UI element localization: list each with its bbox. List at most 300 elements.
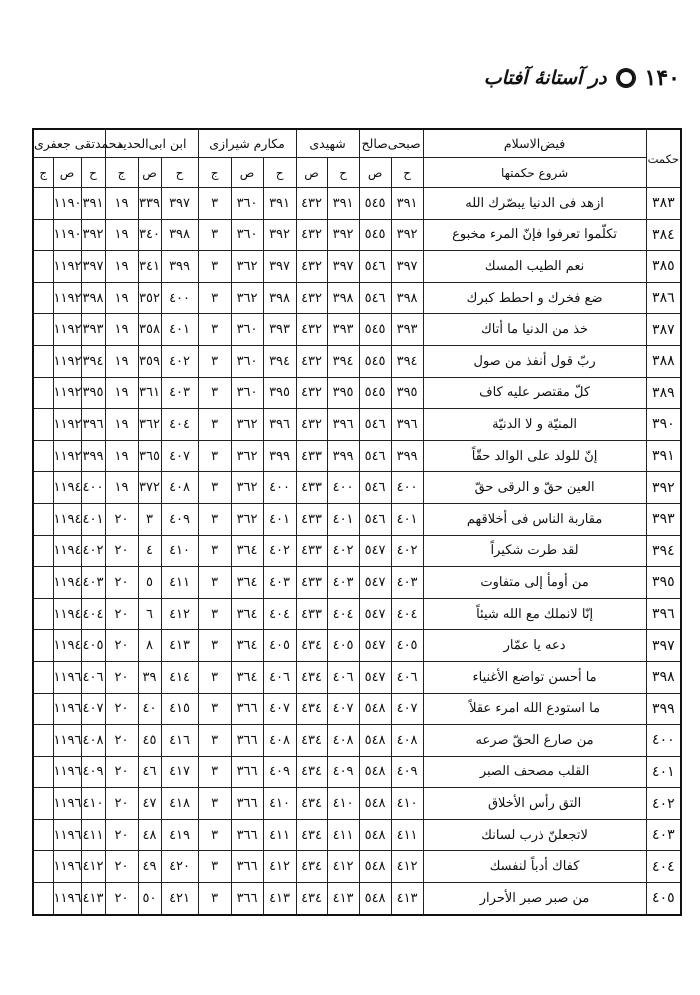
cell-hikmat-number: ٤٠٢ xyxy=(646,788,681,820)
cell-makarem-j: ٣ xyxy=(198,819,231,851)
cell-subhi-h: ٣٩٨ xyxy=(391,282,423,314)
cell-jafari-j xyxy=(33,251,53,283)
cell-makarem-j: ٣ xyxy=(198,314,231,346)
cell-jafari-h: ٤٠١ xyxy=(81,503,105,535)
cell-hikmat-opening: ربّ قول أنفذ من صول xyxy=(423,345,646,377)
cell-makarem-h: ٣٩٣ xyxy=(263,314,296,346)
cell-ibn-abi-al-hadid-s: ٣٧٢ xyxy=(138,472,161,504)
cell-shahidi-s: ٤٣٢ xyxy=(296,188,327,220)
source-ibn-abi-al-hadid: ابن ابی‌الحدید xyxy=(105,129,198,158)
cell-ibn-abi-al-hadid-h: ٤١٤ xyxy=(161,661,198,693)
cell-shahidi-h: ٣٩٥ xyxy=(327,377,359,409)
cell-ibn-abi-al-hadid-s: ٣٩ xyxy=(138,661,161,693)
cell-shahidi-s: ٤٣٤ xyxy=(296,630,327,662)
cell-subhi-h: ٤٠٩ xyxy=(391,756,423,788)
cell-shahidi-h: ٤٠١ xyxy=(327,503,359,535)
cell-jafari-j xyxy=(33,567,53,599)
cell-makarem-h: ٣٩٤ xyxy=(263,345,296,377)
table-row xyxy=(33,661,681,693)
cell-jafari-s: ١١٩٦ xyxy=(53,693,81,725)
cell-jafari-j xyxy=(33,345,53,377)
cell-jafari-j xyxy=(33,282,53,314)
cell-makarem-s: ٣٦٢ xyxy=(231,282,263,314)
cell-hikmat-number: ٣٩٠ xyxy=(646,409,681,441)
cell-ibn-abi-al-hadid-s: ٣٦١ xyxy=(138,377,161,409)
cell-jafari-j xyxy=(33,693,53,725)
cell-shahidi-h: ٤٠٣ xyxy=(327,567,359,599)
cell-jafari-s: ١١٩٦ xyxy=(53,851,81,883)
cell-ibn-abi-al-hadid-s: ٤٧ xyxy=(138,788,161,820)
cell-hikmat-opening: مقاربة الناس فى أخلاقهم xyxy=(423,503,646,535)
cell-jafari-j xyxy=(33,725,53,757)
sub-header-h: ح xyxy=(161,158,198,188)
cell-hikmat-number: ٣٩٤ xyxy=(646,535,681,567)
cell-ibn-abi-al-hadid-s: ٣٦٥ xyxy=(138,440,161,472)
sub-header-j: ج xyxy=(198,158,231,188)
cell-subhi-s: ٥٤٨ xyxy=(359,883,391,915)
sub-header-h: ح xyxy=(391,158,423,188)
cell-ibn-abi-al-hadid-s: ٣٥٩ xyxy=(138,345,161,377)
book-title: در آستانهٔ آفتاب xyxy=(483,67,607,89)
cell-jafari-j xyxy=(33,851,53,883)
cell-jafari-j xyxy=(33,630,53,662)
cell-hikmat-opening: ما استودع الله امرء عقلاً xyxy=(423,693,646,725)
cell-makarem-j: ٣ xyxy=(198,725,231,757)
cell-shahidi-s: ٤٣٢ xyxy=(296,219,327,251)
cell-subhi-s: ٥٤٦ xyxy=(359,472,391,504)
cell-subhi-s: ٥٤٥ xyxy=(359,377,391,409)
sub-header-text-column: شروع حکمتها xyxy=(423,158,646,188)
cell-shahidi-h: ٤١١ xyxy=(327,819,359,851)
cell-subhi-h: ٤٠٦ xyxy=(391,661,423,693)
cell-makarem-s: ٣٦٢ xyxy=(231,251,263,283)
cell-shahidi-s: ٤٣٤ xyxy=(296,851,327,883)
cell-shahidi-h: ٤٠٤ xyxy=(327,598,359,630)
cell-subhi-h: ٣٩٧ xyxy=(391,251,423,283)
cell-makarem-h: ٣٩٥ xyxy=(263,377,296,409)
cell-shahidi-h: ٤٠٩ xyxy=(327,756,359,788)
table-row xyxy=(33,535,681,567)
cell-subhi-s: ٥٤٨ xyxy=(359,725,391,757)
table-row xyxy=(33,440,681,472)
cell-jafari-j xyxy=(33,756,53,788)
cell-ibn-abi-al-hadid-s: ٤٥ xyxy=(138,725,161,757)
sub-header-j: ج xyxy=(33,158,53,188)
cell-makarem-s: ٣٦٢ xyxy=(231,472,263,504)
sub-header-s: ص xyxy=(138,158,161,188)
sub-header-s: ص xyxy=(53,158,81,188)
cell-hikmat-number: ٣٨٩ xyxy=(646,377,681,409)
cell-makarem-h: ٤٠١ xyxy=(263,503,296,535)
cell-jafari-s: ١١٩٤ xyxy=(53,535,81,567)
cell-subhi-s: ٥٤٦ xyxy=(359,251,391,283)
cell-hikmat-opening: من أومأ إلى متفاوت xyxy=(423,567,646,599)
cell-hikmat-opening: دعه يا عمّار xyxy=(423,630,646,662)
cell-hikmat-opening: التق رأس الأخلاق xyxy=(423,788,646,820)
cell-jafari-s: ١١٩٢ xyxy=(53,345,81,377)
cell-subhi-s: ٥٤٧ xyxy=(359,535,391,567)
cell-shahidi-s: ٤٣٢ xyxy=(296,251,327,283)
cell-ibn-abi-al-hadid-j: ١٩ xyxy=(105,345,138,377)
table-row xyxy=(33,725,681,757)
cell-makarem-j: ٣ xyxy=(198,693,231,725)
cell-makarem-h: ٣٩٨ xyxy=(263,282,296,314)
cell-hikmat-opening: ضع فخرك و احطط كبرك xyxy=(423,282,646,314)
cell-ibn-abi-al-hadid-j: ١٩ xyxy=(105,314,138,346)
cell-ibn-abi-al-hadid-h: ٤٠٠ xyxy=(161,282,198,314)
cell-hikmat-opening: القلب مصحف الصبر xyxy=(423,756,646,788)
cell-subhi-h: ٤٠٠ xyxy=(391,472,423,504)
sub-header-j: ج xyxy=(105,158,138,188)
cell-hikmat-opening: من صارع الحقّ صرعه xyxy=(423,725,646,757)
cell-jafari-s: ١١٩٢ xyxy=(53,251,81,283)
cell-hikmat-number: ٤٠١ xyxy=(646,756,681,788)
cell-jafari-s: ١١٩٠ xyxy=(53,219,81,251)
cell-jafari-h: ٤١١ xyxy=(81,819,105,851)
cell-shahidi-s: ٤٣٢ xyxy=(296,314,327,346)
cell-makarem-h: ٣٩٧ xyxy=(263,251,296,283)
cell-ibn-abi-al-hadid-h: ٤٢٠ xyxy=(161,851,198,883)
source-jafari: محمدتقی جعفری xyxy=(33,129,105,158)
cell-ibn-abi-al-hadid-h: ٤٠٤ xyxy=(161,409,198,441)
cell-makarem-j: ٣ xyxy=(198,251,231,283)
cell-hikmat-opening: تكلّموا تعرفوا فإنّ المرء مخبوع xyxy=(423,219,646,251)
cell-jafari-h: ٤٠٠ xyxy=(81,472,105,504)
table-row xyxy=(33,756,681,788)
cell-jafari-h: ٤١٣ xyxy=(81,883,105,915)
cell-hikmat-opening: ما أحسن تواضع الأغنياء xyxy=(423,661,646,693)
cell-ibn-abi-al-hadid-j: ٢٠ xyxy=(105,630,138,662)
cell-hikmat-opening: لاتجعلنّ ذرب لسانك xyxy=(423,819,646,851)
cell-subhi-s: ٥٤٧ xyxy=(359,598,391,630)
cell-hikmat-number: ٤٠٥ xyxy=(646,883,681,915)
cell-hikmat-opening: نعم الطيب المسك xyxy=(423,251,646,283)
cell-shahidi-h: ٣٩٦ xyxy=(327,409,359,441)
table-row xyxy=(33,377,681,409)
cell-jafari-s: ١١٩٤ xyxy=(53,567,81,599)
table-row xyxy=(33,345,681,377)
cell-shahidi-s: ٤٣٣ xyxy=(296,535,327,567)
cell-jafari-h: ٣٩٦ xyxy=(81,409,105,441)
hikmat-header: حکمت xyxy=(646,129,681,188)
cell-makarem-h: ٤٠٥ xyxy=(263,630,296,662)
table-row xyxy=(33,282,681,314)
cell-ibn-abi-al-hadid-h: ٣٩٩ xyxy=(161,251,198,283)
cell-jafari-h: ٤٠٦ xyxy=(81,661,105,693)
cell-hikmat-opening: كفاك أدباً لنفسك xyxy=(423,851,646,883)
cell-hikmat-opening: المنيّة و لا الدنيّة xyxy=(423,409,646,441)
cell-ibn-abi-al-hadid-j: ٢٠ xyxy=(105,535,138,567)
cell-ibn-abi-al-hadid-s: ٤٩ xyxy=(138,851,161,883)
cell-shahidi-h: ٣٩٨ xyxy=(327,282,359,314)
source-header-row xyxy=(33,129,681,158)
cell-ibn-abi-al-hadid-s: ٣٥٨ xyxy=(138,314,161,346)
cell-jafari-s: ١١٩٦ xyxy=(53,788,81,820)
cell-shahidi-s: ٤٣٤ xyxy=(296,693,327,725)
cell-makarem-h: ٤١٣ xyxy=(263,883,296,915)
cell-jafari-s: ١١٩٠ xyxy=(53,188,81,220)
table-row xyxy=(33,188,681,220)
cell-makarem-j: ٣ xyxy=(198,598,231,630)
cell-makarem-h: ٣٩١ xyxy=(263,188,296,220)
page-header xyxy=(480,60,680,96)
cell-ibn-abi-al-hadid-s: ٥٠ xyxy=(138,883,161,915)
cell-makarem-s: ٣٦٤ xyxy=(231,661,263,693)
source-shahidi: شهیدی xyxy=(296,129,359,158)
table-row xyxy=(33,598,681,630)
cell-jafari-h: ٣٩٧ xyxy=(81,251,105,283)
cell-makarem-s: ٣٦٠ xyxy=(231,377,263,409)
cell-makarem-j: ٣ xyxy=(198,377,231,409)
cell-subhi-s: ٥٤٥ xyxy=(359,219,391,251)
cell-jafari-j xyxy=(33,819,53,851)
table-row xyxy=(33,788,681,820)
cell-subhi-h: ٤٠٨ xyxy=(391,725,423,757)
cell-ibn-abi-al-hadid-h: ٤٠٩ xyxy=(161,503,198,535)
cell-ibn-abi-al-hadid-h: ٤١٧ xyxy=(161,756,198,788)
cell-ibn-abi-al-hadid-s: ٣٦٢ xyxy=(138,409,161,441)
cell-makarem-h: ٤١١ xyxy=(263,819,296,851)
cell-jafari-h: ٣٩٩ xyxy=(81,440,105,472)
cell-jafari-j xyxy=(33,409,53,441)
cell-jafari-h: ٣٩٣ xyxy=(81,314,105,346)
cell-hikmat-number: ٣٨٤ xyxy=(646,219,681,251)
cell-jafari-h: ٤٠٨ xyxy=(81,725,105,757)
cell-subhi-s: ٥٤٥ xyxy=(359,345,391,377)
cell-jafari-j xyxy=(33,188,53,220)
cell-ibn-abi-al-hadid-s: ٥ xyxy=(138,567,161,599)
sub-header-row xyxy=(33,158,681,188)
hikmat-concordance-table xyxy=(32,128,682,916)
cell-ibn-abi-al-hadid-j: ٢٠ xyxy=(105,819,138,851)
cell-ibn-abi-al-hadid-j: ٢٠ xyxy=(105,788,138,820)
cell-hikmat-opening: ازهد فى الدنيا يبصّرك الله xyxy=(423,188,646,220)
cell-hikmat-number: ٣٩٥ xyxy=(646,567,681,599)
cell-jafari-h: ٣٩٨ xyxy=(81,282,105,314)
cell-makarem-s: ٣٦٦ xyxy=(231,883,263,915)
cell-ibn-abi-al-hadid-h: ٤١٣ xyxy=(161,630,198,662)
cell-subhi-h: ٤١٠ xyxy=(391,788,423,820)
cell-subhi-h: ٣٩٢ xyxy=(391,219,423,251)
cell-ibn-abi-al-hadid-h: ٤٠٣ xyxy=(161,377,198,409)
cell-jafari-h: ٤١٠ xyxy=(81,788,105,820)
sun-icon xyxy=(617,69,635,87)
cell-jafari-s: ١١٩٦ xyxy=(53,883,81,915)
cell-ibn-abi-al-hadid-j: ٢٠ xyxy=(105,725,138,757)
table-row xyxy=(33,883,681,915)
table-row xyxy=(33,693,681,725)
cell-ibn-abi-al-hadid-s: ٤٦ xyxy=(138,756,161,788)
cell-shahidi-h: ٤١٣ xyxy=(327,883,359,915)
cell-makarem-j: ٣ xyxy=(198,409,231,441)
cell-makarem-j: ٣ xyxy=(198,567,231,599)
cell-subhi-s: ٥٤٨ xyxy=(359,693,391,725)
cell-jafari-s: ١١٩٢ xyxy=(53,409,81,441)
cell-shahidi-s: ٤٣٤ xyxy=(296,725,327,757)
cell-makarem-h: ٤٠٤ xyxy=(263,598,296,630)
cell-subhi-h: ٤٠٤ xyxy=(391,598,423,630)
cell-makarem-h: ٤٠٩ xyxy=(263,756,296,788)
cell-ibn-abi-al-hadid-h: ٤٠٧ xyxy=(161,440,198,472)
cell-shahidi-h: ٣٩٩ xyxy=(327,440,359,472)
cell-ibn-abi-al-hadid-j: ٢٠ xyxy=(105,503,138,535)
sub-header-s: ص xyxy=(231,158,263,188)
cell-subhi-h: ٤٠٥ xyxy=(391,630,423,662)
cell-hikmat-number: ٣٩٨ xyxy=(646,661,681,693)
cell-ibn-abi-al-hadid-s: ٤٨ xyxy=(138,819,161,851)
table-row xyxy=(33,503,681,535)
cell-makarem-h: ٤١٠ xyxy=(263,788,296,820)
cell-ibn-abi-al-hadid-h: ٤١٠ xyxy=(161,535,198,567)
cell-ibn-abi-al-hadid-h: ٤١٩ xyxy=(161,819,198,851)
cell-shahidi-s: ٤٣٤ xyxy=(296,788,327,820)
cell-subhi-h: ٤٠٢ xyxy=(391,535,423,567)
cell-makarem-j: ٣ xyxy=(198,851,231,883)
cell-jafari-j xyxy=(33,219,53,251)
cell-makarem-h: ٤٠٠ xyxy=(263,472,296,504)
cell-ibn-abi-al-hadid-h: ٤١٦ xyxy=(161,725,198,757)
cell-ibn-abi-al-hadid-j: ٢٠ xyxy=(105,756,138,788)
cell-hikmat-number: ٣٨٧ xyxy=(646,314,681,346)
cell-jafari-j xyxy=(33,503,53,535)
cell-shahidi-h: ٣٩٧ xyxy=(327,251,359,283)
cell-hikmat-opening: لقد طرت شكيراً xyxy=(423,535,646,567)
cell-subhi-s: ٥٤٧ xyxy=(359,567,391,599)
cell-makarem-j: ٣ xyxy=(198,188,231,220)
cell-makarem-s: ٣٦٦ xyxy=(231,756,263,788)
cell-ibn-abi-al-hadid-h: ٣٩٨ xyxy=(161,219,198,251)
cell-makarem-j: ٣ xyxy=(198,883,231,915)
cell-subhi-s: ٥٤٦ xyxy=(359,440,391,472)
cell-subhi-s: ٥٤٦ xyxy=(359,409,391,441)
cell-jafari-s: ١١٩٤ xyxy=(53,472,81,504)
cell-hikmat-opening: العين حقّ و الرقى حقّ xyxy=(423,472,646,504)
cell-hikmat-number: ٣٩٩ xyxy=(646,693,681,725)
table-row xyxy=(33,251,681,283)
sub-header-h: ح xyxy=(263,158,296,188)
cell-makarem-s: ٣٦٤ xyxy=(231,567,263,599)
sub-header-h: ح xyxy=(81,158,105,188)
cell-makarem-s: ٣٦٤ xyxy=(231,535,263,567)
cell-shahidi-s: ٤٣٢ xyxy=(296,282,327,314)
cell-shahidi-s: ٤٣٣ xyxy=(296,598,327,630)
cell-ibn-abi-al-hadid-j: ١٩ xyxy=(105,251,138,283)
cell-ibn-abi-al-hadid-j: ٢٠ xyxy=(105,693,138,725)
cell-hikmat-number: ٤٠٠ xyxy=(646,725,681,757)
cell-jafari-h: ٣٩١ xyxy=(81,188,105,220)
cell-shahidi-s: ٤٣٣ xyxy=(296,472,327,504)
cell-ibn-abi-al-hadid-j: ١٩ xyxy=(105,188,138,220)
cell-jafari-j xyxy=(33,314,53,346)
cell-subhi-h: ٤١٣ xyxy=(391,883,423,915)
cell-ibn-abi-al-hadid-j: ١٩ xyxy=(105,409,138,441)
cell-ibn-abi-al-hadid-s: ٤ xyxy=(138,535,161,567)
cell-ibn-abi-al-hadid-j: ١٩ xyxy=(105,472,138,504)
cell-makarem-j: ٣ xyxy=(198,503,231,535)
sub-header-s: ص xyxy=(296,158,327,188)
cell-subhi-h: ٣٩٦ xyxy=(391,409,423,441)
cell-subhi-s: ٥٤٨ xyxy=(359,756,391,788)
cell-jafari-s: ١١٩٢ xyxy=(53,282,81,314)
cell-hikmat-opening: إنّا لانملك مع الله شيئاً xyxy=(423,598,646,630)
cell-subhi-s: ٥٤٨ xyxy=(359,788,391,820)
cell-subhi-h: ٣٩٥ xyxy=(391,377,423,409)
cell-jafari-j xyxy=(33,788,53,820)
cell-subhi-h: ٣٩٤ xyxy=(391,345,423,377)
cell-makarem-s: ٣٦٤ xyxy=(231,598,263,630)
cell-jafari-h: ٤٠٣ xyxy=(81,567,105,599)
cell-jafari-h: ٣٩٥ xyxy=(81,377,105,409)
cell-ibn-abi-al-hadid-j: ٢٠ xyxy=(105,883,138,915)
cell-shahidi-h: ٤٠٠ xyxy=(327,472,359,504)
cell-jafari-s: ١١٩٤ xyxy=(53,630,81,662)
cell-jafari-s: ١١٩٤ xyxy=(53,598,81,630)
cell-shahidi-s: ٤٣٢ xyxy=(296,345,327,377)
table-row xyxy=(33,409,681,441)
cell-jafari-h: ٣٩٢ xyxy=(81,219,105,251)
cell-ibn-abi-al-hadid-s: ٣٤٠ xyxy=(138,219,161,251)
cell-hikmat-number: ٣٨٦ xyxy=(646,282,681,314)
cell-subhi-h: ٤٠٣ xyxy=(391,567,423,599)
source-subhi-salih: صبحی‌صالح xyxy=(359,129,423,158)
cell-ibn-abi-al-hadid-h: ٤١٨ xyxy=(161,788,198,820)
cell-subhi-s: ٥٤٥ xyxy=(359,314,391,346)
cell-makarem-h: ٤٠٢ xyxy=(263,535,296,567)
cell-makarem-s: ٣٦٦ xyxy=(231,725,263,757)
table-body xyxy=(33,188,681,915)
table-row xyxy=(33,567,681,599)
cell-subhi-h: ٤١١ xyxy=(391,819,423,851)
cell-ibn-abi-al-hadid-s: ٦ xyxy=(138,598,161,630)
cell-hikmat-number: ٤٠٤ xyxy=(646,851,681,883)
cell-shahidi-s: ٤٣٤ xyxy=(296,661,327,693)
cell-jafari-h: ٤٠٥ xyxy=(81,630,105,662)
cell-makarem-j: ٣ xyxy=(198,756,231,788)
cell-makarem-s: ٣٦٦ xyxy=(231,819,263,851)
cell-subhi-h: ٤٠١ xyxy=(391,503,423,535)
cell-jafari-j xyxy=(33,883,53,915)
cell-ibn-abi-al-hadid-s: ٣٥٢ xyxy=(138,282,161,314)
cell-hikmat-number: ٣٨٨ xyxy=(646,345,681,377)
cell-jafari-h: ٤٠٤ xyxy=(81,598,105,630)
cell-makarem-s: ٣٦٠ xyxy=(231,188,263,220)
cell-shahidi-s: ٤٣٢ xyxy=(296,377,327,409)
cell-ibn-abi-al-hadid-h: ٣٩٧ xyxy=(161,188,198,220)
cell-makarem-j: ٣ xyxy=(198,661,231,693)
cell-shahidi-h: ٤٠٥ xyxy=(327,630,359,662)
sub-header-s: ص xyxy=(359,158,391,188)
cell-makarem-h: ٤٠٨ xyxy=(263,725,296,757)
source-makarem: مکارم شیرازی xyxy=(198,129,296,158)
cell-ibn-abi-al-hadid-s: ٨ xyxy=(138,630,161,662)
cell-makarem-h: ٤٠٣ xyxy=(263,567,296,599)
cell-shahidi-h: ٤٠٦ xyxy=(327,661,359,693)
cell-subhi-s: ٥٤٥ xyxy=(359,188,391,220)
cell-ibn-abi-al-hadid-h: ٤١٥ xyxy=(161,693,198,725)
cell-makarem-s: ٣٦٤ xyxy=(231,630,263,662)
cell-jafari-j xyxy=(33,440,53,472)
cell-makarem-j: ٣ xyxy=(198,630,231,662)
cell-shahidi-s: ٤٣٤ xyxy=(296,819,327,851)
cell-subhi-h: ٣٩٩ xyxy=(391,440,423,472)
cell-hikmat-opening: إنّ للولد على الوالد حقّاً xyxy=(423,440,646,472)
table-row xyxy=(33,472,681,504)
cell-hikmat-number: ٣٩٧ xyxy=(646,630,681,662)
cell-subhi-h: ٤٠٧ xyxy=(391,693,423,725)
table-row xyxy=(33,630,681,662)
cell-makarem-h: ٤٠٧ xyxy=(263,693,296,725)
cell-ibn-abi-al-hadid-s: ٣ xyxy=(138,503,161,535)
